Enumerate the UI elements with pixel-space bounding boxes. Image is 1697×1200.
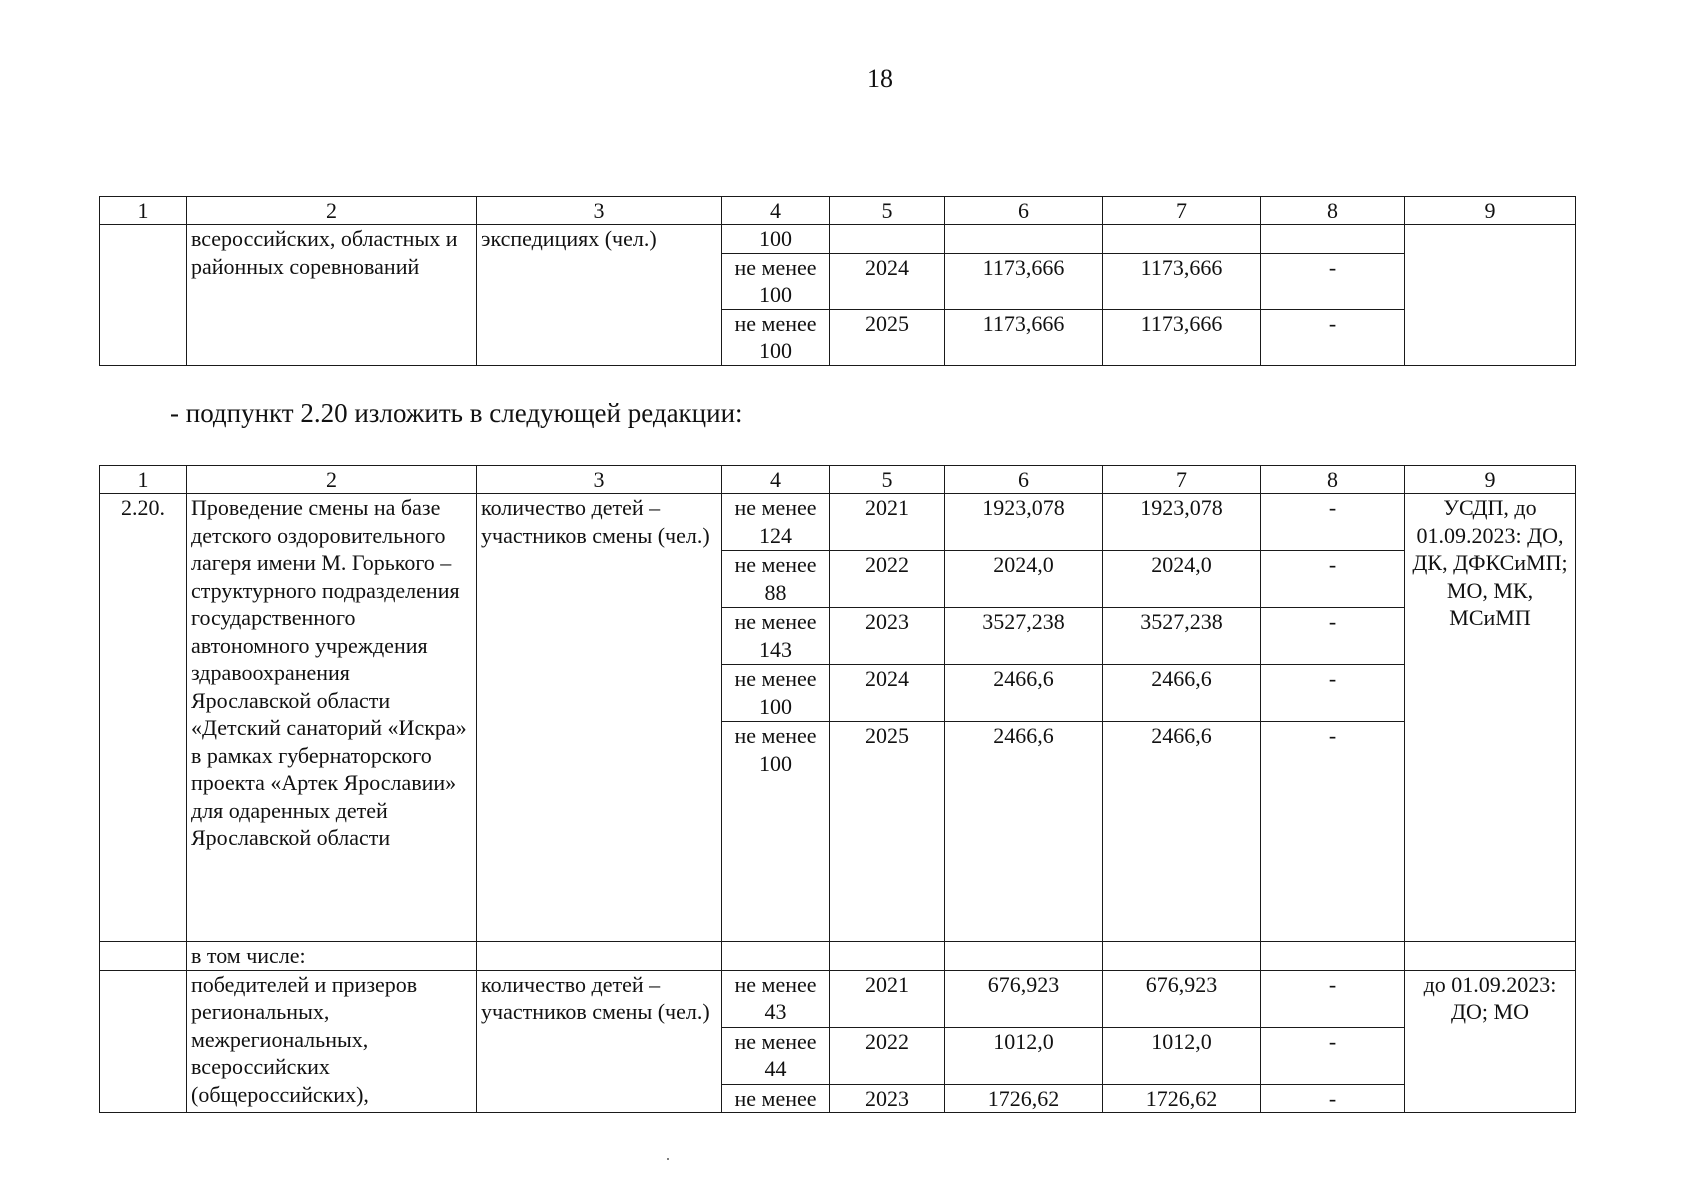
- column-header: 2: [187, 197, 477, 225]
- column-header: 7: [1103, 466, 1261, 494]
- year-cell: 2023: [830, 1084, 945, 1113]
- other-funding-cell: -: [1261, 1027, 1405, 1084]
- table-row: [100, 225, 1576, 254]
- indicator-value-cell: не менее 124: [722, 494, 830, 551]
- indicator-value-cell: не менее: [722, 1084, 830, 1113]
- other-funding-cell: -: [1261, 665, 1405, 722]
- indicator-name-cell: количество детей – участников смены (чел.): [477, 494, 722, 942]
- column-header: 1: [100, 197, 187, 225]
- empty-cell: [722, 942, 830, 971]
- budget-funding-cell: [1103, 225, 1261, 254]
- indicator-value-cell: не менее 143: [722, 608, 830, 665]
- budget-funding-cell: 2466,6: [1103, 665, 1261, 722]
- other-funding-cell: -: [1261, 253, 1405, 309]
- indicator-value-cell: 100: [722, 225, 830, 254]
- total-funding-cell: 1173,666: [945, 309, 1103, 365]
- column-header: 4: [722, 197, 830, 225]
- budget-funding-cell: 1173,666: [1103, 309, 1261, 365]
- table-row: [100, 970, 1576, 1027]
- other-funding-cell: -: [1261, 551, 1405, 608]
- indicator-value-cell: не менее 44: [722, 1027, 830, 1084]
- executors-cell: до 01.09.2023: ДО; МО: [1405, 970, 1576, 1113]
- total-funding-cell: 2024,0: [945, 551, 1103, 608]
- indicator-value-cell: не менее 100: [722, 665, 830, 722]
- indicator-name-cell: экспедициях (чел.): [477, 225, 722, 366]
- item-2-20-table: [99, 465, 1576, 1113]
- empty-cell: [477, 942, 722, 971]
- indicator-value-cell: не менее 43: [722, 970, 830, 1027]
- total-funding-cell: [945, 225, 1103, 254]
- scan-speck: [667, 1158, 669, 1160]
- other-funding-cell: -: [1261, 722, 1405, 942]
- row-number-cell: [100, 225, 187, 366]
- including-label-cell: в том числе:: [187, 942, 477, 971]
- continuation-table: [99, 196, 1576, 366]
- column-header-row: [100, 466, 1576, 494]
- column-header: 2: [187, 466, 477, 494]
- year-cell: 2025: [830, 309, 945, 365]
- column-header: 8: [1261, 466, 1405, 494]
- year-cell: 2021: [830, 494, 945, 551]
- empty-cell: [1103, 942, 1261, 971]
- executors-cell: [1405, 225, 1576, 366]
- empty-cell: [1405, 942, 1576, 971]
- empty-cell: [945, 942, 1103, 971]
- total-funding-cell: 1173,666: [945, 253, 1103, 309]
- year-cell: 2023: [830, 608, 945, 665]
- indicator-value-cell: не менее 100: [722, 722, 830, 942]
- amendment-instruction: - подпункт 2.20 изложить в следующей редакции:: [170, 398, 743, 428]
- empty-cell: [830, 942, 945, 971]
- column-header: 9: [1405, 466, 1576, 494]
- year-cell: 2022: [830, 551, 945, 608]
- column-header: 3: [477, 197, 722, 225]
- other-funding-cell: -: [1261, 494, 1405, 551]
- indicator-value-cell: не менее 100: [722, 253, 830, 309]
- event-description-cell: Проведение смены на базе детского оздоровительного лагеря имени М. Горького – структурного подразделения государственного автономного учреждения здравоохранения Ярославской области «Детский санаторий «Искра» в рамках губернаторского проекта «Артек Ярославии» для одаренных детей Ярославской области: [187, 494, 477, 942]
- indicator-name-cell: количество детей – участников смены (чел.): [477, 970, 722, 1113]
- column-header: 8: [1261, 197, 1405, 225]
- total-funding-cell: 2466,6: [945, 722, 1103, 942]
- year-cell: 2025: [830, 722, 945, 942]
- budget-funding-cell: 2466,6: [1103, 722, 1261, 942]
- year-cell: [830, 225, 945, 254]
- other-funding-cell: -: [1261, 309, 1405, 365]
- budget-funding-cell: 1923,078: [1103, 494, 1261, 551]
- budget-funding-cell: 2024,0: [1103, 551, 1261, 608]
- sub-item-description-cell: победителей и призеров региональных, межрегиональных, всероссийских (общероссийских),: [187, 970, 477, 1113]
- budget-funding-cell: 1726,62: [1103, 1084, 1261, 1113]
- total-funding-cell: 1012,0: [945, 1027, 1103, 1084]
- column-header: 1: [100, 466, 187, 494]
- column-header: 3: [477, 466, 722, 494]
- table-row: [100, 942, 1576, 971]
- event-description-cell: всероссийских, областных и районных соревнований: [187, 225, 477, 366]
- total-funding-cell: 1726,62: [945, 1084, 1103, 1113]
- total-funding-cell: 1923,078: [945, 494, 1103, 551]
- column-header-row: [100, 197, 1576, 225]
- row-number-cell: 2.20.: [100, 494, 187, 942]
- indicator-value-cell: не менее 88: [722, 551, 830, 608]
- year-cell: 2021: [830, 970, 945, 1027]
- budget-funding-cell: 3527,238: [1103, 608, 1261, 665]
- total-funding-cell: 3527,238: [945, 608, 1103, 665]
- page-number: 18: [867, 64, 893, 93]
- column-header: 6: [945, 197, 1103, 225]
- column-header: 7: [1103, 197, 1261, 225]
- other-funding-cell: [1261, 225, 1405, 254]
- executors-cell: УСДП, до 01.09.2023: ДО, ДК, ДФКСиМП; МО, МК, МСиМП: [1405, 494, 1576, 942]
- year-cell: 2024: [830, 253, 945, 309]
- table-row: [100, 494, 1576, 551]
- total-funding-cell: 2466,6: [945, 665, 1103, 722]
- column-header: 5: [830, 197, 945, 225]
- other-funding-cell: -: [1261, 1084, 1405, 1113]
- empty-cell: [100, 970, 187, 1113]
- budget-funding-cell: 1012,0: [1103, 1027, 1261, 1084]
- budget-funding-cell: 1173,666: [1103, 253, 1261, 309]
- column-header: 6: [945, 466, 1103, 494]
- year-cell: 2022: [830, 1027, 945, 1084]
- empty-cell: [100, 942, 187, 971]
- year-cell: 2024: [830, 665, 945, 722]
- budget-funding-cell: 676,923: [1103, 970, 1261, 1027]
- indicator-value-cell: не менее 100: [722, 309, 830, 365]
- column-header: 9: [1405, 197, 1576, 225]
- column-header: 4: [722, 466, 830, 494]
- column-header: 5: [830, 466, 945, 494]
- other-funding-cell: -: [1261, 970, 1405, 1027]
- other-funding-cell: -: [1261, 608, 1405, 665]
- total-funding-cell: 676,923: [945, 970, 1103, 1027]
- empty-cell: [1261, 942, 1405, 971]
